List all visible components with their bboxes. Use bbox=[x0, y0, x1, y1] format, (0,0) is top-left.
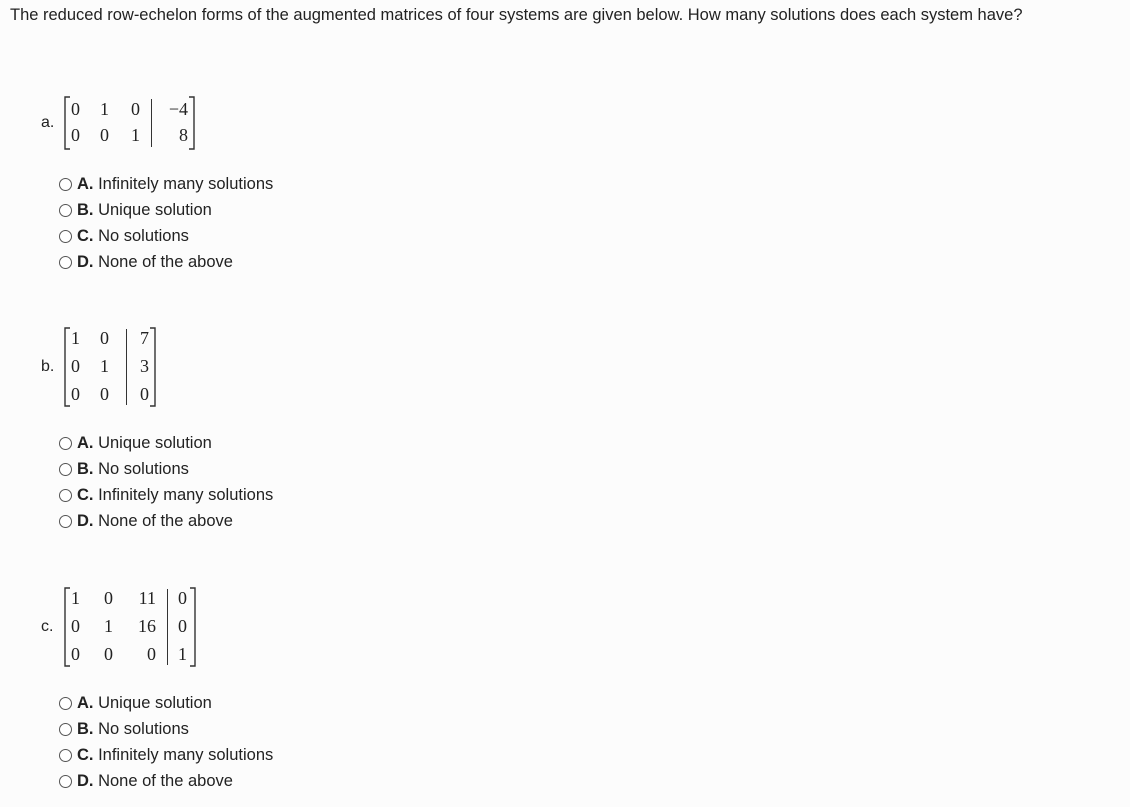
option-b-C[interactable]: C. Infinitely many solutions bbox=[59, 486, 273, 508]
matrix-cell: 16 bbox=[138, 616, 156, 636]
matrix-cell: 0 bbox=[178, 616, 187, 636]
radio-button[interactable] bbox=[59, 204, 72, 217]
matrix-cell: 1 bbox=[71, 588, 80, 608]
part-a-label: a. bbox=[41, 114, 55, 131]
matrix-cell: 1 bbox=[71, 328, 80, 348]
radio-button[interactable] bbox=[59, 697, 72, 710]
matrix-cell: 0 bbox=[100, 125, 109, 145]
matrix-b bbox=[63, 327, 173, 407]
matrix-cell: 3 bbox=[140, 356, 149, 376]
matrix-cell: 8 bbox=[179, 125, 188, 145]
matrix-cell: 0 bbox=[131, 99, 140, 119]
matrix-cell: 1 bbox=[100, 99, 109, 119]
radio-button[interactable] bbox=[59, 775, 72, 788]
part-c-label: c. bbox=[41, 618, 54, 635]
matrix-cell: 0 bbox=[104, 588, 113, 608]
matrix-cell: 11 bbox=[138, 588, 156, 608]
radio-button[interactable] bbox=[59, 230, 72, 243]
radio-button[interactable] bbox=[59, 463, 72, 476]
matrix-cell: 1 bbox=[104, 616, 113, 636]
matrix-cell: 0 bbox=[140, 384, 149, 404]
option-a-B[interactable]: B. Unique solution bbox=[59, 201, 212, 223]
option-c-B[interactable]: B. No solutions bbox=[59, 720, 189, 742]
option-a-A[interactable]: A. Infinitely many solutions bbox=[59, 175, 273, 197]
matrix-cell: 0 bbox=[71, 99, 80, 119]
matrix-cell: 0 bbox=[71, 384, 80, 404]
radio-button[interactable] bbox=[59, 178, 72, 191]
option-a-D[interactable]: D. None of the above bbox=[59, 253, 233, 275]
radio-button[interactable] bbox=[59, 437, 72, 450]
matrix-c bbox=[63, 587, 213, 667]
option-b-B[interactable]: B. No solutions bbox=[59, 460, 189, 482]
matrix-cell: 0 bbox=[104, 644, 113, 664]
matrix-cell: 0 bbox=[71, 356, 80, 376]
option-a-C[interactable]: C. No solutions bbox=[59, 227, 189, 249]
option-b-D[interactable]: D. None of the above bbox=[59, 512, 233, 534]
augment-divider bbox=[167, 589, 168, 665]
matrix-cell: 0 bbox=[100, 384, 109, 404]
right-bracket bbox=[189, 587, 197, 667]
radio-button[interactable] bbox=[59, 749, 72, 762]
option-c-C[interactable]: C. Infinitely many solutions bbox=[59, 746, 273, 768]
matrix-a bbox=[63, 96, 213, 150]
radio-button[interactable] bbox=[59, 723, 72, 736]
matrix-cell: 7 bbox=[140, 328, 149, 348]
option-c-A[interactable]: A. Unique solution bbox=[59, 694, 212, 716]
matrix-cell: 1 bbox=[100, 356, 109, 376]
right-bracket bbox=[149, 327, 157, 407]
matrix-cell: 1 bbox=[178, 644, 187, 664]
matrix-cell: −4 bbox=[168, 99, 188, 119]
radio-button[interactable] bbox=[59, 256, 72, 269]
part-b-label: b. bbox=[41, 358, 55, 375]
question-text: The reduced row-echelon forms of the augmented matrices of four systems are given below. How many solutions does each system have? bbox=[10, 6, 1023, 24]
matrix-cell: 0 bbox=[100, 328, 109, 348]
matrix-cell: 0 bbox=[71, 616, 80, 636]
radio-button[interactable] bbox=[59, 489, 72, 502]
matrix-cell: 0 bbox=[71, 644, 80, 664]
matrix-cell: 0 bbox=[178, 588, 187, 608]
matrix-cell: 1 bbox=[131, 125, 140, 145]
augment-divider bbox=[151, 99, 152, 147]
radio-button[interactable] bbox=[59, 515, 72, 528]
matrix-cell: 0 bbox=[71, 125, 80, 145]
right-bracket bbox=[188, 96, 196, 150]
option-c-D[interactable]: D. None of the above bbox=[59, 772, 233, 794]
augment-divider bbox=[126, 329, 127, 405]
option-b-A[interactable]: A. Unique solution bbox=[59, 434, 212, 456]
matrix-cell: 0 bbox=[147, 644, 156, 664]
